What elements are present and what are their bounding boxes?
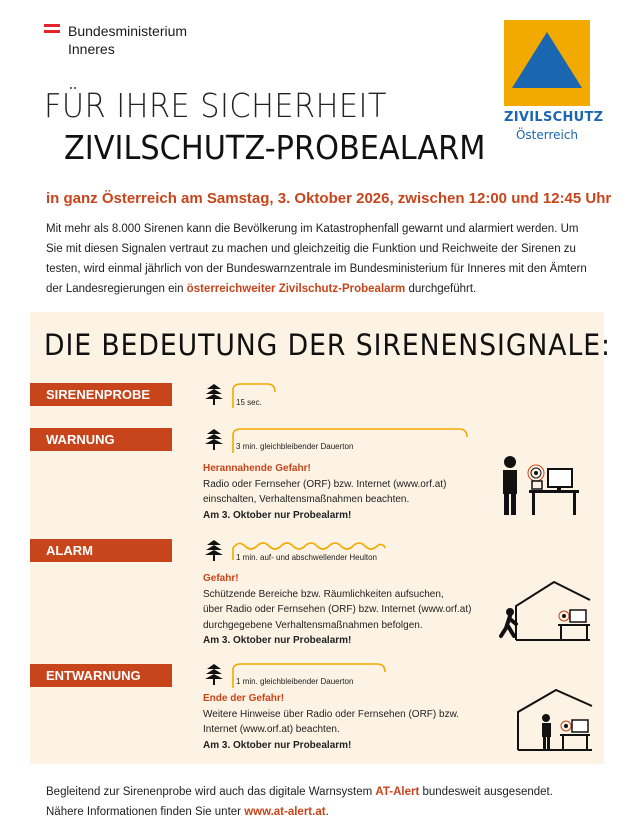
flag-icon	[44, 24, 60, 36]
signal-label-alarm: ALARM	[30, 539, 172, 562]
person-entering-house-illustration	[496, 578, 592, 642]
signal-label-sirenenprobe: SIRENENPROBE	[30, 383, 172, 406]
siren-tower-icon	[203, 428, 225, 450]
footer-note	[46, 782, 606, 822]
footer-text: bundesweit ausgesendet.	[419, 786, 553, 798]
signal-duration-entwarnung: 1 min. gleichbleibender Dauerton	[236, 677, 354, 686]
signal-heading: Herannahende Gefahr!	[203, 463, 311, 474]
signal-note: Am 3. Oktober nur Probealarm!	[203, 635, 352, 646]
footer-text: Begleitend zur Sirenenprobe wird auch das digitale Warnsystem	[46, 786, 376, 798]
signal-note: Am 3. Oktober nur Probealarm!	[203, 509, 352, 521]
siren-tower-icon	[203, 663, 225, 685]
signal-duration-warnung: 3 min. gleichbleibender Dauerton	[236, 442, 354, 451]
signal-line: Internet (www.orf.at) beachten.	[203, 724, 340, 735]
footer-line2	[46, 802, 606, 822]
footer-text: Nähere Informationen finden Sie unter	[46, 806, 245, 818]
page-title-line2: ZIVILSCHUTZ-PROBEALARM	[64, 128, 486, 167]
signal-note: Am 3. Oktober nur Probealarm!	[203, 739, 352, 751]
signal-duration-sirenenprobe: 15 sec.	[236, 398, 262, 407]
signal-line: Schützende Bereiche bzw. Räumlichkeiten aufsuchen,	[203, 588, 444, 600]
signal-heading: Ende der Gefahr!	[203, 693, 285, 704]
signal-description-warnung	[203, 461, 446, 523]
intro-text-end: durchgeführt.	[405, 283, 477, 295]
signal-description-entwarnung	[203, 691, 459, 753]
ministry-name	[68, 22, 187, 58]
ministry-line2: Inneres	[68, 41, 115, 57]
signal-duration-alarm: 1 min. auf- und abschwellender Heulton	[236, 553, 377, 562]
logo-line1: ZIVILSCHUTZ	[504, 110, 604, 125]
logo-line2: Österreich	[515, 128, 579, 142]
civil-protection-logo	[504, 20, 590, 106]
person-in-house-illustration	[510, 686, 594, 752]
signal-heading: Gefahr!	[203, 573, 239, 584]
signals-title: DIE BEDEUTUNG DER SIRENENSIGNALE:	[44, 328, 611, 362]
event-headline: in ganz Österreich am Samstag, 3. Oktober 2026, zwischen 12:00 und 12:45 Uhr	[46, 190, 612, 207]
footer-line1	[46, 782, 606, 802]
at-alert-highlight: AT-Alert	[375, 786, 420, 798]
intro-highlight: österreichweiter Zivilschutz-Probealarm	[186, 283, 406, 295]
page-title-line1: FÜR IHRE SICHERHEIT	[44, 86, 387, 125]
footer-text: .	[325, 806, 329, 818]
ministry-line1: Bundesministerium	[68, 23, 188, 39]
signal-line: Weitere Hinweise über Radio oder Fernsehen (ORF) bzw.	[203, 708, 460, 720]
zivilschutz-logo	[504, 20, 604, 148]
at-alert-link[interactable]: www.at-alert.at	[244, 806, 326, 818]
person-at-tv-illustration	[496, 455, 582, 517]
signal-line: Radio oder Fernseher (ORF) bzw. Internet (www.orf.at)	[203, 478, 447, 490]
intro-paragraph	[46, 219, 594, 299]
siren-tower-icon	[203, 383, 225, 405]
signal-label-warnung: WARNUNG	[30, 428, 172, 451]
intro-text: Mit mehr als 8.000 Sirenen kann die Bevölkerung im Katastrophenfall gewarnt und alarmiert werden. Um Sie mit diesen Signalen vertraut zu machen und gleichzeitig die Funktion und Reichweite der Sirenen zu testen, wird einmal jährlich von der Bundeswarnzentrale im Bundesministerium für Inneres mit den Ämtern der Landesregierungen ein	[46, 223, 587, 295]
siren-tower-icon	[203, 539, 225, 561]
signal-line: über Radio oder Fernsehen (ORF) bzw. Internet (www.orf.at)	[203, 604, 472, 615]
signal-label-entwarnung: ENTWARNUNG	[30, 664, 172, 687]
signal-line: einschalten, Verhaltensmaßnahmen beachten.	[203, 494, 410, 505]
signal-description-alarm	[203, 571, 471, 649]
signal-line: durchgegebene Verhaltensmaßnahmen befolgen.	[203, 619, 423, 631]
